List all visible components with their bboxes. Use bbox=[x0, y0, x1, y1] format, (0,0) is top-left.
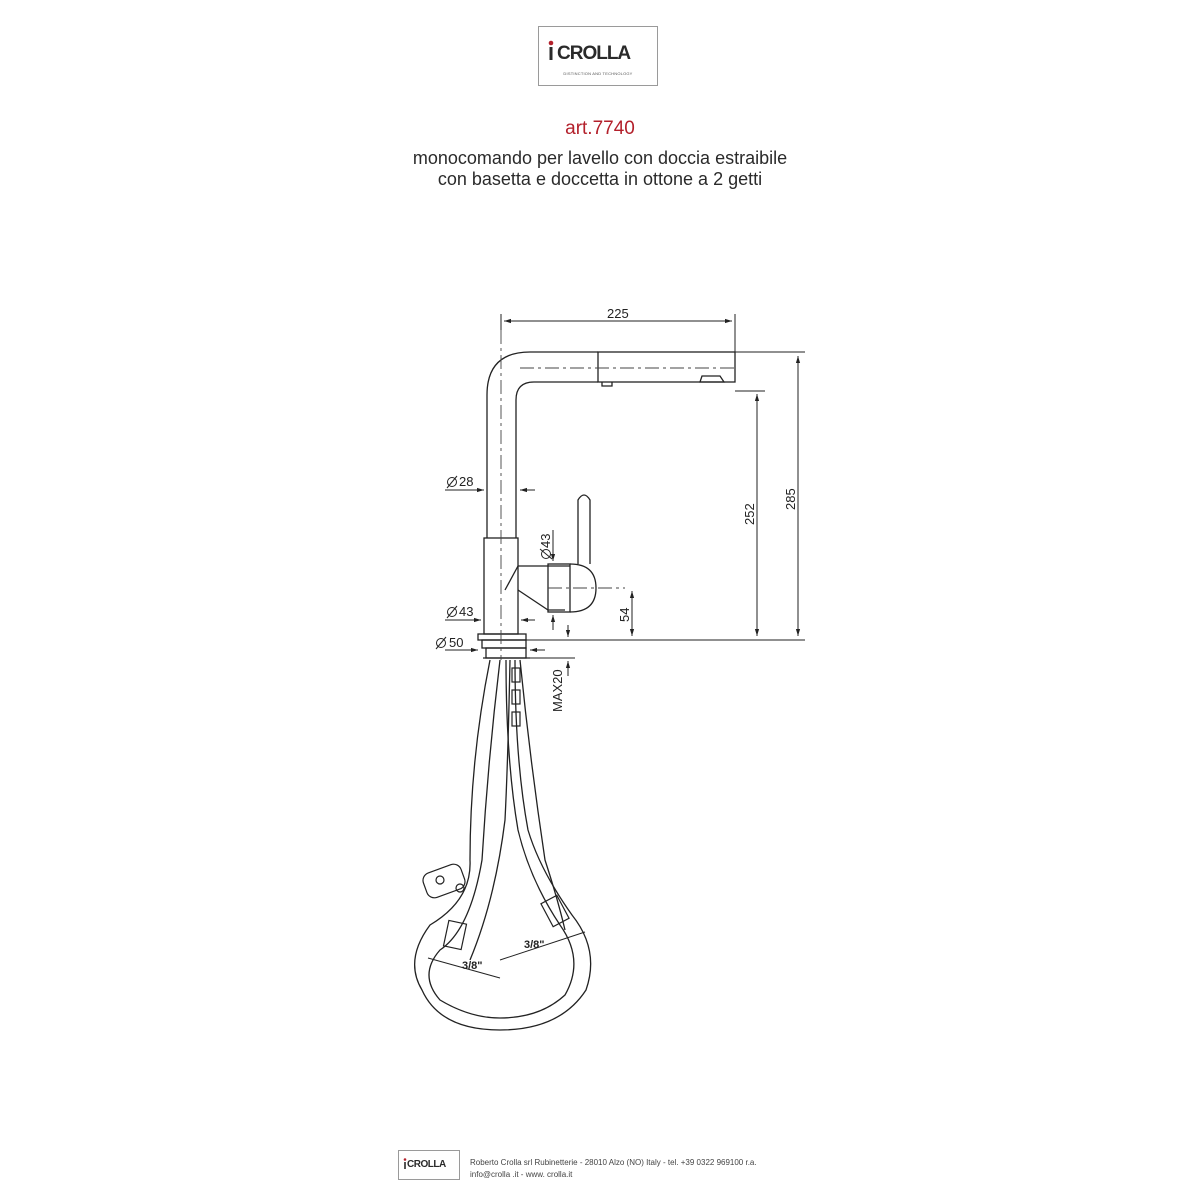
diameter-icon bbox=[436, 637, 446, 649]
footer-brand-name: CROLLA bbox=[407, 1159, 446, 1170]
diameter-icon bbox=[540, 549, 552, 559]
dim-base-diameter: 50 bbox=[449, 635, 464, 650]
footer-contact-info: info@crolla .it - www. crolla.it bbox=[470, 1170, 573, 1179]
footer-logo bbox=[398, 1150, 460, 1180]
product-description-line-2: con basetta e doccetta in ottone a 2 getti bbox=[437, 169, 763, 189]
brand-tagline: DISTINCTION AND TECHNOLOGY bbox=[563, 71, 633, 76]
product-code: art.7740 bbox=[565, 118, 635, 139]
supply-hoses bbox=[415, 660, 591, 1030]
dim-spout-reach: 225 bbox=[607, 306, 629, 321]
dim-hose-left: 3/8" bbox=[462, 960, 483, 972]
footer-company-info: Roberto Crolla srl Rubinetterie - 28010 Alzo (NO) Italy - tel. +39 0322 969100 r.a. bbox=[470, 1158, 757, 1167]
dim-lever-diameter: 43 bbox=[538, 533, 553, 548]
faucet-outline bbox=[478, 352, 735, 658]
brand-name: CROLLA bbox=[557, 43, 631, 64]
dim-total-height: 285 bbox=[783, 488, 798, 510]
dim-lever-height: 54 bbox=[617, 607, 632, 622]
dim-max-deck: MAX20 bbox=[550, 669, 565, 712]
diameter-icon bbox=[447, 606, 457, 618]
dimension-lines bbox=[428, 314, 805, 978]
diameter-symbols bbox=[436, 476, 552, 649]
dim-spout-height: 252 bbox=[742, 503, 757, 525]
diameter-icon bbox=[447, 476, 457, 488]
dim-hose-right: 3/8" bbox=[524, 939, 545, 951]
dim-body-diameter: 43 bbox=[459, 604, 474, 619]
product-description-line-1: monocomando per lavello con doccia estraibile bbox=[412, 148, 788, 168]
dim-tube-diameter: 28 bbox=[459, 474, 474, 489]
